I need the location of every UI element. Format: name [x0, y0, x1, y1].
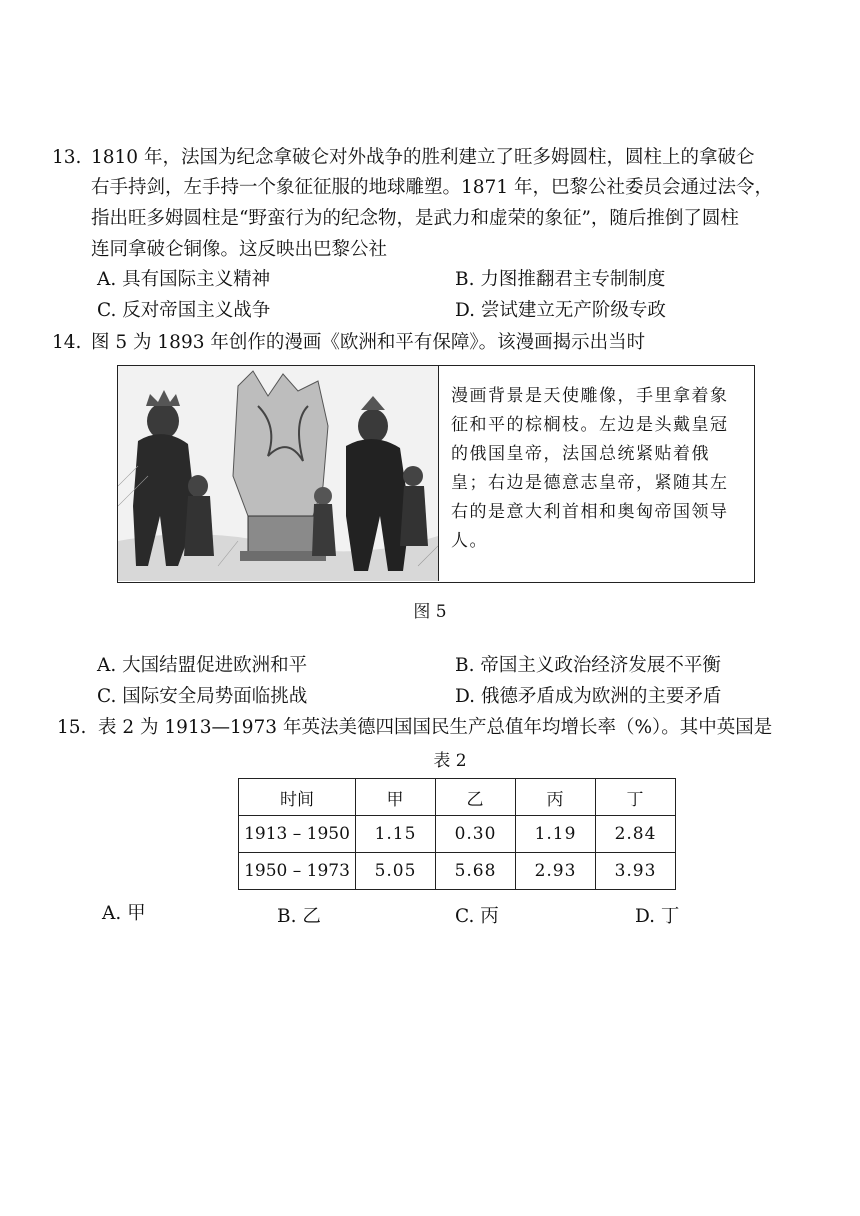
q15-option-c[interactable]: C. 丙 [455, 906, 499, 927]
table-header-cell: 甲 [356, 779, 436, 816]
q15-number: 15. [57, 717, 87, 738]
q13-stem-line-2: 右手持剑，左手持一个象征征服的地球雕塑。1871 年，巴黎公社委员会通过法令， [91, 177, 773, 198]
table-cell: 2.93 [516, 853, 596, 890]
table-header-row [239, 779, 676, 816]
q15-option-b[interactable]: B. 乙 [277, 906, 321, 927]
q14-option-b[interactable]: B. 帝国主义政治经济发展不平衡 [455, 655, 721, 676]
table-row [239, 816, 676, 853]
table-header-cell: 乙 [436, 779, 516, 816]
figure-5-frame [117, 365, 755, 583]
q14-number: 14. [52, 332, 82, 353]
table-cell: 1950 – 1973 [239, 853, 356, 890]
q13-stem-line-4: 连同拿破仑铜像。这反映出巴黎公社 [91, 239, 388, 260]
q13-stem-line-1: 1810 年，法国为纪念拿破仑对外战争的胜利建立了旺多姆圆柱，圆柱上的拿破仑 [91, 147, 755, 168]
figure-5-caption: 图 5 [413, 602, 447, 622]
gnp-growth-table [238, 778, 676, 890]
table-header-cell: 丙 [516, 779, 596, 816]
q13-option-c[interactable]: C. 反对帝国主义战争 [97, 300, 271, 321]
q15-option-d[interactable]: D. 丁 [635, 906, 680, 927]
political-cartoon-image [118, 366, 439, 581]
table-cell: 5.68 [436, 853, 516, 890]
q15-option-a[interactable]: A. 甲 [102, 903, 146, 924]
q14-stem: 图 5 为 1893 年创作的漫画《欧洲和平有保障》。该漫画揭示出当时 [91, 332, 646, 353]
q13-option-a[interactable]: A. 具有国际主义精神 [97, 269, 271, 290]
table-row [239, 853, 676, 890]
q15-stem: 表 2 为 1913—1973 年英法美德四国国民生产总值年均增长率（%）。其中英国是 [98, 717, 773, 738]
q13-option-b[interactable]: B. 力图推翻君主专制制度 [455, 269, 666, 290]
table-header-cell: 丁 [596, 779, 676, 816]
table-cell: 3.93 [596, 853, 676, 890]
table-cell: 5.05 [356, 853, 436, 890]
table-cell: 0.30 [436, 816, 516, 853]
cartoon-description: 漫画背景是天使雕像，手里拿着象征和平的棕榈枝。左边是头戴皇冠的俄国皇帝，法国总统紧贴着俄皇；右边是德意志皇帝，紧随其左右的是意大利首相和奥匈帝国领导人。 [451, 386, 729, 551]
table-2-caption: 表 2 [433, 751, 467, 771]
q13-number: 13. [52, 147, 82, 168]
table-cell: 1913 – 1950 [239, 816, 356, 853]
q14-option-a[interactable]: A. 大国结盟促进欧洲和平 [97, 655, 308, 676]
q13-option-d[interactable]: D. 尝试建立无产阶级专政 [455, 300, 666, 321]
q14-option-d[interactable]: D. 俄德矛盾成为欧洲的主要矛盾 [455, 686, 722, 707]
table-cell: 2.84 [596, 816, 676, 853]
table-header-cell: 时间 [239, 779, 356, 816]
q13-stem-line-3: 指出旺多姆圆柱是“野蛮行为的纪念物，是武力和虚荣的象征”，随后推倒了圆柱 [91, 208, 739, 229]
table-cell: 1.19 [516, 816, 596, 853]
q14-option-c[interactable]: C. 国际安全局势面临挑战 [97, 686, 308, 707]
table-cell: 1.15 [356, 816, 436, 853]
